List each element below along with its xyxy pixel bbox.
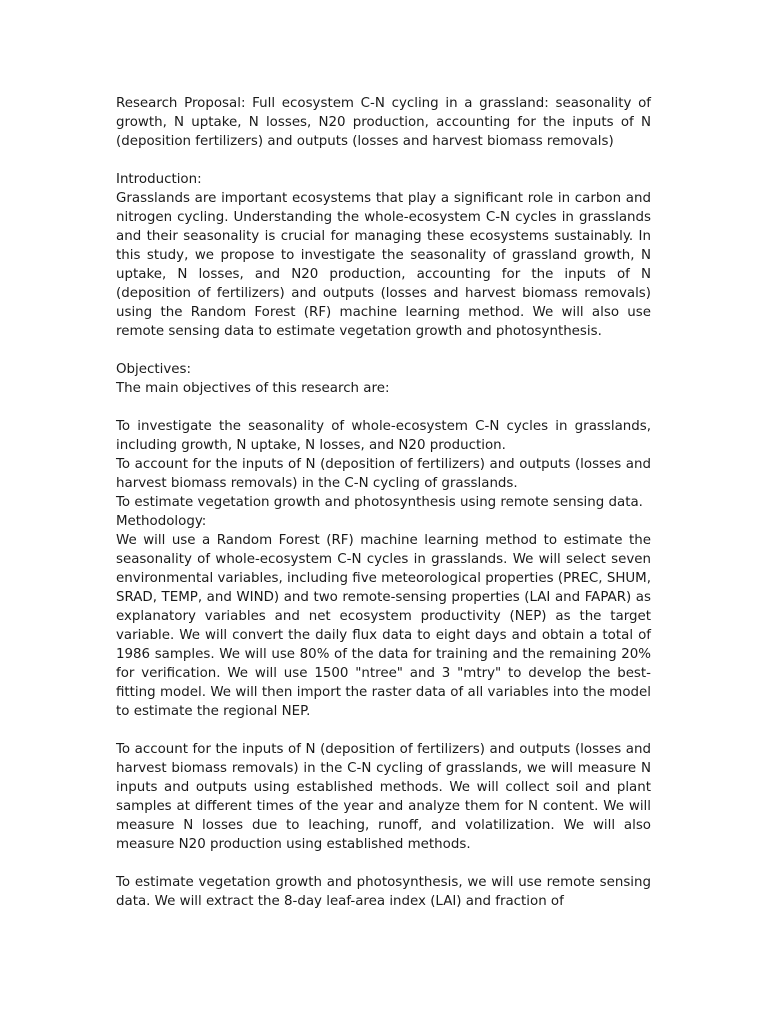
- document-body: [116, 94, 651, 911]
- objectives-heading: Objectives:: [116, 362, 191, 377]
- objective-item: To account for the inputs of N (deposition of fertilizers) and outputs (losses and harvest biomass removals) in the C-N cycling of grasslands.: [116, 457, 651, 491]
- spacer: [116, 854, 651, 873]
- methodology-paragraph: To estimate vegetation growth and photosynthesis, we will use remote sensing data. We will extract the 8-day leaf-area index (LAI) and fraction of: [116, 875, 651, 909]
- objectives-lead: The main objectives of this research are:: [116, 381, 390, 396]
- objective-item: To investigate the seasonality of whole-ecosystem C-N cycles in grasslands, including growth, N uptake, N losses, and N20 production.: [116, 419, 651, 453]
- introduction-paragraph: Grasslands are important ecosystems that play a significant role in carbon and nitrogen cycling. Understanding the whole-ecosystem C-N cycles in grasslands and their seasonality is crucial for managing these ecosystems sustainably. In this study, we propose to investigate the seasonality of grassland growth, N uptake, N losses, and N20 production, accounting for the inputs of N (deposition of fertilizers) and outputs (losses and harvest biomass removals) using the Random Forest (RF) machine learning method. We will also use remote sensing data to estimate vegetation growth and photosynthesis.: [116, 191, 651, 339]
- spacer: [116, 721, 651, 740]
- methodology-heading: Methodology:: [116, 514, 207, 529]
- methodology-paragraph: We will use a Random Forest (RF) machine learning method to estimate the seasonality of whole-ecosystem C-N cycles in grasslands. We will select seven environmental variables, including five meteorological properties (PREC, SHUM, SRAD, TEMP, and WIND) and two remote-sensing properties (LAI and FAPAR) as explanatory variables and net ecosystem productivity (NEP) as the target variable. We will convert the daily flux data to eight days and obtain a total of 1986 samples. We will use 80% of the data for training and the remaining 20% for verification. We will use 1500 "ntree" and 3 "mtry" to develop the best-fitting model. We will then import the raster data of all variables into the model to estimate the regional NEP.: [116, 533, 651, 719]
- proposal-title: Research Proposal: Full ecosystem C-N cycling in a grassland: seasonality of growth, N uptake, N losses, N20 production, accounting for the inputs of N (deposition fertilizers) and outputs (losses and harvest biomass removals): [116, 96, 651, 149]
- introduction-heading: Introduction:: [116, 172, 202, 187]
- spacer: [116, 151, 651, 170]
- spacer: [116, 341, 651, 360]
- methodology-paragraph: To account for the inputs of N (deposition of fertilizers) and outputs (losses and harvest biomass removals) in the C-N cycling of grasslands, we will measure N inputs and outputs using established methods. We will collect soil and plant samples at different times of the year and analyze them for N content. We will measure N losses due to leaching, runoff, and volatilization. We will also measure N20 production using established methods.: [116, 742, 651, 852]
- objective-item: To estimate vegetation growth and photosynthesis using remote sensing data.: [116, 495, 643, 510]
- spacer: [116, 398, 651, 417]
